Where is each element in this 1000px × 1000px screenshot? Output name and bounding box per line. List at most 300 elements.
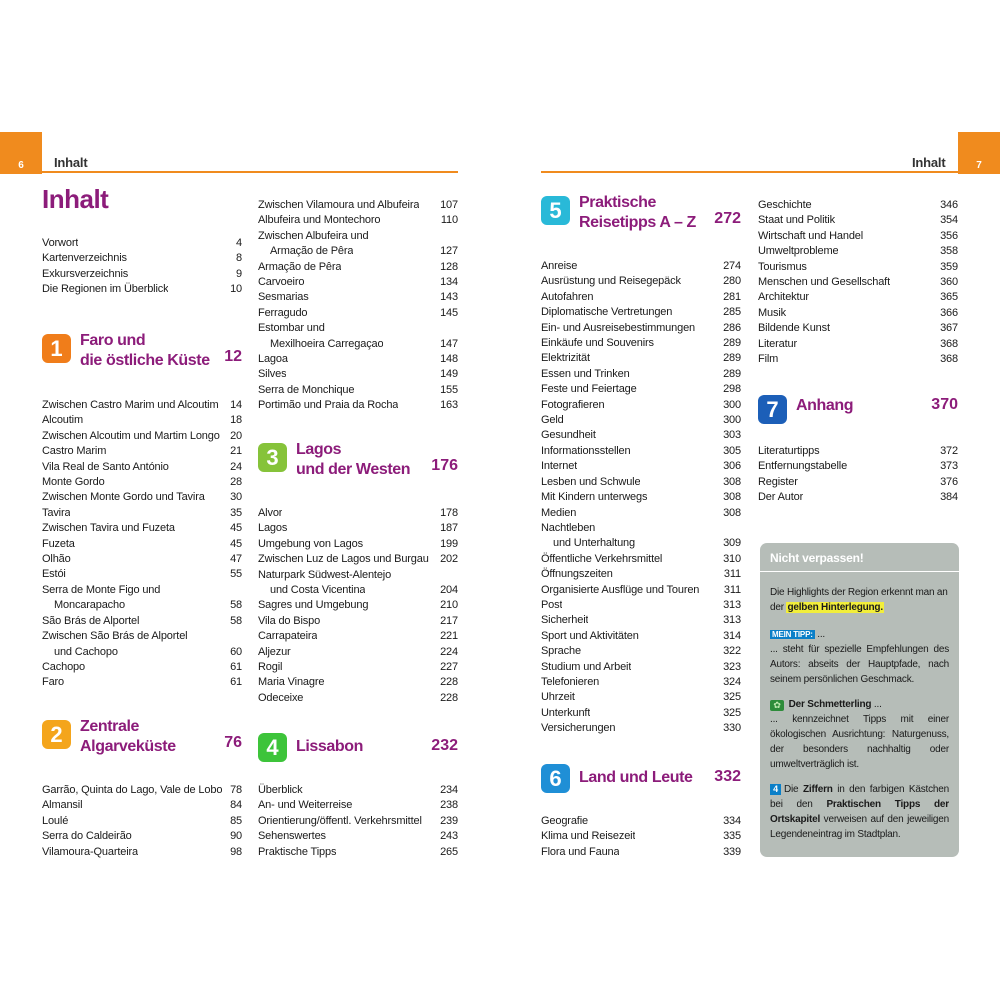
- chapter-4-page: 232: [431, 737, 458, 754]
- toc-entry[interactable]: [758, 337, 958, 352]
- toc-entry[interactable]: [541, 814, 741, 829]
- toc-entry[interactable]: [42, 490, 242, 505]
- toc-entry-title: Maria Vinagre: [258, 676, 325, 689]
- chapter-7-entries: [758, 444, 958, 506]
- toc-entry[interactable]: [541, 552, 741, 567]
- chapter-7-number-badge: 7: [758, 395, 787, 424]
- toc-entry-page: 234: [440, 784, 458, 796]
- toc-entry-title: Vila Real de Santo António: [42, 460, 169, 473]
- toc-entry[interactable]: [758, 198, 958, 213]
- toc-entry-page: 313: [723, 598, 741, 611]
- toc-entry-page: 308: [723, 506, 741, 519]
- toc-entry-title: Zwischen São Brás de Alportel: [42, 630, 188, 643]
- toc-entry-page: 204: [440, 584, 458, 597]
- toc-entry-title: Ferragudo: [258, 306, 308, 319]
- toc-entry-page: 311: [723, 583, 741, 596]
- toc-entry[interactable]: [258, 398, 458, 413]
- toc-entry-page: 178: [440, 507, 458, 519]
- toc-entry[interactable]: [258, 614, 458, 629]
- toc-entry-page: 324: [723, 675, 741, 688]
- toc-entry[interactable]: [42, 236, 242, 251]
- toc-entry-title: Geld: [541, 414, 564, 427]
- toc-entry-title: Serra do Caldeirão: [42, 830, 132, 843]
- toc-entry-page: 14: [230, 399, 242, 411]
- toc-entry[interactable]: [541, 490, 741, 505]
- toc-entry[interactable]: [258, 552, 458, 567]
- toc-entry[interactable]: [258, 352, 458, 367]
- toc-entry-page: 360: [940, 276, 958, 289]
- toc-entry[interactable]: [42, 521, 242, 536]
- toc-entry-page: 221: [440, 630, 458, 643]
- box-schmetterling-text: ... kennzeichnet Tipps mit einer ökologischen Ausrichtung: Naturgenuss, der besonders nachhaltig oder umweltverträglich ist.: [770, 714, 949, 770]
- toc-entry[interactable]: [541, 567, 741, 582]
- toc-entry[interactable]: [42, 829, 242, 844]
- toc-entry-title: Internet: [541, 460, 578, 473]
- toc-entry-title: Silves: [258, 368, 287, 381]
- toc-entry-title: Faro: [42, 676, 65, 689]
- chapter-7-title: Anhang: [796, 397, 854, 414]
- toc-entry[interactable]: [42, 444, 242, 459]
- chapter-4-heading[interactable]: [258, 733, 458, 763]
- toc-entry[interactable]: [758, 290, 958, 305]
- toc-entry-title: Ausrüstung und Reisegepäck: [541, 275, 681, 288]
- toc-entry[interactable]: [541, 382, 741, 397]
- toc-entry-title: Organisierte Ausflüge und Touren: [541, 583, 700, 596]
- chapter-1-heading[interactable]: [42, 334, 242, 374]
- toc-entry[interactable]: [42, 583, 242, 598]
- toc-entry[interactable]: [258, 798, 458, 813]
- toc-entry-title: Garrão, Quinta do Lago, Vale de Lobo: [42, 784, 223, 796]
- toc-entry-title: Nachtleben: [541, 521, 596, 534]
- toc-entry-page: 359: [940, 260, 958, 273]
- toc-entry[interactable]: [541, 521, 741, 536]
- toc-entry-page: [454, 568, 458, 583]
- toc-entry[interactable]: [541, 613, 741, 628]
- toc-entry-title: Lagoa: [258, 353, 288, 366]
- chapter-4-entries: [258, 783, 458, 860]
- toc-entry-title: Naturpark Südwest-Alentejo: [258, 568, 392, 581]
- toc-entry-page: [454, 321, 458, 336]
- toc-entry-page: 61: [230, 676, 242, 689]
- toc-entry[interactable]: [258, 275, 458, 290]
- toc-entry-page: 148: [440, 353, 458, 366]
- toc-entry-page: 366: [940, 306, 958, 319]
- toc-entry-title: Sagres und Umgebung: [258, 599, 369, 612]
- toc-entry-title: Geografie: [541, 815, 588, 827]
- chapter-5-title: Praktische Reisetipps A – Z: [579, 194, 696, 231]
- toc-entry-page: 227: [440, 661, 458, 674]
- toc-entry-page: 55: [230, 568, 242, 581]
- toc-entry[interactable]: [758, 444, 958, 459]
- toc-entry-title: Uhrzeit: [541, 691, 575, 704]
- toc-entry-title: Anreise: [541, 260, 578, 272]
- toc-entry[interactable]: [541, 290, 741, 305]
- chapter-2-page: 76: [224, 734, 242, 751]
- toc-entry[interactable]: [42, 845, 242, 860]
- toc-entry-title: Monte Gordo: [42, 476, 105, 489]
- toc-entry[interactable]: [258, 260, 458, 275]
- toc-entry-page: 365: [940, 291, 958, 304]
- toc-entry[interactable]: [541, 721, 741, 736]
- toc-entry[interactable]: [42, 429, 242, 444]
- toc-entry[interactable]: [541, 413, 741, 428]
- toc-entry[interactable]: [42, 537, 242, 552]
- toc-entry[interactable]: [258, 383, 458, 398]
- toc-entry[interactable]: [541, 506, 741, 521]
- toc-entry[interactable]: [758, 260, 958, 275]
- toc-entry-page: 325: [723, 691, 741, 704]
- toc-entry[interactable]: [758, 229, 958, 244]
- toc-entry-page: 335: [723, 830, 741, 843]
- toc-entry-title: Register: [758, 475, 798, 488]
- toc-entry-title: Öffnungszeiten: [541, 568, 613, 581]
- toc-entry-page: 228: [440, 676, 458, 689]
- toc-entry-title: Literatur: [758, 337, 798, 350]
- toc-entry-title: Wirtschaft und Handel: [758, 229, 864, 242]
- toc-entry-page: 224: [440, 645, 458, 658]
- toc-entry[interactable]: [258, 645, 458, 660]
- toc-entry-title: Zwischen Monte Gordo und Tavira: [42, 491, 205, 504]
- chapter-2-entries-continued: [258, 198, 458, 414]
- toc-entry-title: Carvoeiro: [258, 276, 305, 289]
- page-title: Inhalt: [42, 184, 109, 214]
- toc-entry-page: 346: [940, 199, 958, 211]
- toc-entry-page: 238: [440, 799, 458, 812]
- toc-entry[interactable]: [541, 367, 741, 382]
- toc-entry[interactable]: [758, 244, 958, 259]
- toc-entry[interactable]: [42, 798, 242, 813]
- toc-entry-page: [238, 629, 242, 644]
- toc-entry-page: 384: [940, 491, 958, 504]
- running-head-right: Inhalt: [912, 155, 946, 170]
- toc-entry-page: 202: [440, 553, 458, 566]
- toc-entry-title: Ein- und Ausreisebestimmungen: [541, 321, 696, 334]
- toc-entry-title: Staat und Politik: [758, 214, 835, 227]
- chapter-5-number-badge: 5: [541, 196, 570, 225]
- toc-entry-page: 303: [723, 429, 741, 442]
- toc-entry[interactable]: [758, 275, 958, 290]
- toc-entry[interactable]: [258, 321, 458, 336]
- toc-entry[interactable]: [758, 475, 958, 490]
- chapter-2-title: Zentrale Algarveküste: [80, 718, 176, 755]
- toc-entry[interactable]: [541, 398, 741, 413]
- toc-entry-title: Unterkunft: [541, 706, 591, 719]
- toc-entry[interactable]: [258, 845, 458, 860]
- toc-entry[interactable]: [258, 629, 458, 644]
- toc-entry-title: Sprache: [541, 645, 581, 658]
- page-number-tab-right: 7: [958, 132, 1000, 174]
- toc-entry-title: Tourismus: [758, 260, 807, 273]
- chapter-3-entries: [258, 506, 458, 706]
- toc-entry[interactable]: [258, 568, 458, 583]
- toc-entry[interactable]: [258, 506, 458, 521]
- toc-entry-title: Post: [541, 598, 563, 611]
- toc-entry[interactable]: [541, 305, 741, 320]
- toc-entry[interactable]: [541, 321, 741, 336]
- toc-entry-title: Gesundheit: [541, 429, 596, 442]
- chapter-1-entries: [42, 398, 242, 691]
- toc-entry-page: 243: [440, 830, 458, 843]
- toc-entry[interactable]: [258, 537, 458, 552]
- toc-entry-title: Zwischen Luz de Lagos und Burgau: [258, 553, 429, 566]
- toc-entry[interactable]: [42, 614, 242, 629]
- toc-entry[interactable]: [541, 274, 741, 289]
- toc-entry-title: Sport und Aktivitäten: [541, 629, 639, 642]
- toc-entry-title: Überblick: [258, 784, 303, 796]
- toc-entry-page: 127: [440, 245, 458, 258]
- toc-entry[interactable]: [258, 814, 458, 829]
- toc-entry[interactable]: [258, 783, 458, 798]
- toc-entry[interactable]: [42, 413, 242, 428]
- toc-entry[interactable]: [541, 475, 741, 490]
- toc-entry-page: 286: [723, 321, 741, 334]
- chapter-6-entries-continued: [758, 198, 958, 367]
- toc-entry[interactable]: [541, 690, 741, 705]
- toc-entry-title: Bildende Kunst: [758, 322, 830, 335]
- toc-entry[interactable]: [42, 814, 242, 829]
- toc-entry[interactable]: [42, 282, 242, 297]
- toc-entry[interactable]: [258, 675, 458, 690]
- toc-entry[interactable]: [42, 506, 242, 521]
- toc-entry-page: 289: [723, 352, 741, 365]
- chapter-5-heading[interactable]: [541, 196, 741, 236]
- box-ziffern-text: 4 Die Ziffern in den farbigen Kästchen bei den Praktischen Tipps der Ortskapitel verweisen auf den jeweiligen Legendeneintrag im Stadtplan.: [770, 784, 949, 840]
- toc-entry-page: 300: [723, 414, 741, 427]
- chapter-6-number-badge: 6: [541, 764, 570, 793]
- toc-entry-title: Studium und Arbeit: [541, 660, 632, 673]
- toc-entry-page: 145: [440, 306, 458, 319]
- toc-entry[interactable]: [258, 229, 458, 244]
- toc-entry-page: 354: [940, 214, 958, 227]
- toc-entry-page: 163: [440, 399, 458, 412]
- toc-entry[interactable]: [42, 251, 242, 266]
- toc-entry-title: Rogil: [258, 661, 283, 674]
- toc-entry-page: 84: [230, 799, 242, 812]
- toc-entry[interactable]: [42, 598, 242, 613]
- toc-entry-page: 330: [723, 722, 741, 735]
- toc-entry[interactable]: [258, 306, 458, 321]
- page-number-tab-left: 6: [0, 132, 42, 174]
- toc-entry[interactable]: [42, 783, 242, 798]
- toc-entry-page: 274: [723, 260, 741, 272]
- toc-entry-page: 325: [723, 706, 741, 719]
- toc-entry[interactable]: [258, 290, 458, 305]
- toc-intro-list: [42, 236, 242, 298]
- toc-entry-title: Zwischen Albufeira und: [258, 229, 369, 242]
- toc-entry-page: 134: [440, 276, 458, 289]
- highlight-sample: gelben Hinterlegung.: [787, 602, 883, 613]
- toc-entry-title: Odeceixe: [258, 691, 304, 704]
- toc-entry[interactable]: [541, 351, 741, 366]
- toc-entry[interactable]: [42, 398, 242, 413]
- toc-entry[interactable]: [258, 583, 458, 598]
- toc-entry-title: Film: [758, 353, 779, 366]
- toc-entry[interactable]: [541, 598, 741, 613]
- toc-entry-page: 8: [236, 252, 242, 265]
- toc-entry[interactable]: [42, 660, 242, 675]
- toc-entry[interactable]: [541, 444, 741, 459]
- toc-entry-title: Einkäufe und Souvenirs: [541, 337, 654, 350]
- number-box-icon: 4: [770, 784, 781, 795]
- toc-entry-page: 311: [723, 568, 741, 581]
- chapter-7-page: 370: [931, 396, 958, 413]
- toc-entry-title: Fuzeta: [42, 537, 75, 550]
- toc-entry-page: 368: [940, 337, 958, 350]
- toc-entry-title: Aljezur: [258, 645, 291, 658]
- toc-entry[interactable]: [541, 336, 741, 351]
- toc-entry-page: 10: [230, 283, 242, 296]
- toc-entry-page: [238, 583, 242, 598]
- toc-entry[interactable]: [42, 552, 242, 567]
- chapter-5-entries: [541, 259, 741, 737]
- box-divider: [760, 571, 959, 572]
- toc-entry-page: 313: [723, 614, 741, 627]
- toc-entry[interactable]: [541, 583, 741, 598]
- toc-entry[interactable]: [42, 475, 242, 490]
- toc-entry-page: 107: [440, 199, 458, 211]
- toc-entry-page: 310: [723, 552, 741, 565]
- toc-entry-page: 147: [440, 337, 458, 350]
- toc-entry-title: Informationsstellen: [541, 444, 631, 457]
- toc-entry[interactable]: [42, 460, 242, 475]
- chapter-3-heading[interactable]: [258, 443, 458, 483]
- toc-entry-page: 368: [940, 353, 958, 366]
- toc-entry-page: [454, 229, 458, 244]
- toc-entry[interactable]: [258, 213, 458, 228]
- toc-entry[interactable]: [541, 829, 741, 844]
- toc-entry-page: 308: [723, 491, 741, 504]
- toc-entry[interactable]: [541, 259, 741, 274]
- toc-entry[interactable]: [258, 244, 458, 259]
- toc-entry[interactable]: [258, 521, 458, 536]
- toc-entry[interactable]: [541, 428, 741, 443]
- toc-entry-page: 149: [440, 368, 458, 381]
- toc-entry-page: 376: [940, 475, 958, 488]
- toc-entry[interactable]: [541, 675, 741, 690]
- toc-entry-page: 45: [230, 522, 242, 535]
- toc-entry-page: 21: [230, 445, 242, 458]
- toc-entry-title: Geschichte: [758, 199, 812, 211]
- toc-entry[interactable]: [258, 198, 458, 213]
- toc-entry-page: 300: [723, 398, 741, 411]
- toc-entry[interactable]: [42, 645, 242, 660]
- toc-entry-title: Carrapateira: [258, 630, 318, 643]
- chapter-3-page: 176: [431, 457, 458, 474]
- toc-entry-page: [737, 521, 741, 536]
- toc-entry-title: Alvor: [258, 507, 283, 519]
- toc-entry[interactable]: [258, 660, 458, 675]
- toc-entry-page: 306: [723, 460, 741, 473]
- chapter-7-heading[interactable]: [758, 395, 958, 425]
- toc-entry[interactable]: [758, 459, 958, 474]
- toc-entry-page: 265: [440, 845, 458, 858]
- toc-entry-title: Flora und Fauna: [541, 845, 620, 858]
- toc-entry[interactable]: [258, 691, 458, 706]
- toc-entry[interactable]: [258, 829, 458, 844]
- toc-entry-title: Vorwort: [42, 237, 79, 249]
- toc-entry-page: 18: [230, 414, 242, 427]
- toc-entry[interactable]: [258, 367, 458, 382]
- butterfly-icon: ✿: [770, 700, 784, 711]
- toc-entry-page: 372: [940, 445, 958, 457]
- toc-entry[interactable]: [42, 267, 242, 282]
- chapter-2-heading[interactable]: [42, 720, 242, 760]
- toc-entry[interactable]: [758, 352, 958, 367]
- toc-entry[interactable]: [758, 213, 958, 228]
- toc-entry-page: 228: [440, 691, 458, 704]
- toc-entry[interactable]: [42, 675, 242, 690]
- toc-entry-title: Zwischen Tavira und Fuzeta: [42, 522, 175, 535]
- toc-entry-title: Serra de Monchique: [258, 383, 355, 396]
- toc-entry-title: und Cachopo: [54, 645, 118, 658]
- toc-entry-page: 85: [230, 814, 242, 827]
- chapter-1-page: 12: [224, 348, 242, 365]
- toc-entry[interactable]: [758, 490, 958, 505]
- toc-entry-page: 187: [440, 522, 458, 535]
- toc-entry-page: 47: [230, 553, 242, 566]
- toc-entry-title: Sesmarias: [258, 291, 309, 304]
- toc-entry[interactable]: [758, 306, 958, 321]
- toc-entry[interactable]: [541, 629, 741, 644]
- toc-entry-title: Serra de Monte Figo und: [42, 583, 161, 596]
- toc-entry-page: 339: [723, 845, 741, 858]
- toc-entry-page: 334: [723, 815, 741, 827]
- toc-entry[interactable]: [541, 845, 741, 860]
- toc-entry-title: Telefonieren: [541, 675, 600, 688]
- toc-entry[interactable]: [541, 660, 741, 675]
- toc-entry-title: Die Regionen im Überblick: [42, 283, 169, 296]
- toc-entry-title: Sicherheit: [541, 614, 589, 627]
- toc-entry-page: 323: [723, 660, 741, 673]
- toc-entry-title: Öffentliche Verkehrsmittel: [541, 552, 663, 565]
- toc-entry-title: Der Autor: [758, 491, 804, 504]
- header-rule-left: [42, 171, 458, 173]
- toc-entry-title: Lagos: [258, 522, 288, 535]
- toc-entry-page: 110: [440, 214, 458, 227]
- toc-entry[interactable]: [42, 629, 242, 644]
- toc-entry-page: 35: [230, 506, 242, 519]
- chapter-6-heading[interactable]: [541, 764, 741, 794]
- toc-entry-page: 210: [440, 599, 458, 612]
- chapter-3-number-badge: 3: [258, 443, 287, 472]
- toc-entry[interactable]: [541, 459, 741, 474]
- toc-entry[interactable]: [541, 536, 741, 551]
- chapter-4-title: Lissabon: [296, 738, 364, 755]
- toc-entry-title: Medien: [541, 506, 577, 519]
- toc-entry[interactable]: [541, 644, 741, 659]
- toc-entry-title: Alcoutim: [42, 414, 83, 427]
- toc-entry-title: Klima und Reisezeit: [541, 830, 636, 843]
- toc-entry-page: 30: [230, 491, 242, 504]
- toc-entry[interactable]: [258, 337, 458, 352]
- toc-entry-title: Menschen und Gesellschaft: [758, 276, 890, 289]
- toc-entry-page: 78: [230, 784, 242, 796]
- toc-entry-page: 28: [230, 476, 242, 489]
- chapter-1-title: Faro und die östliche Küste: [80, 332, 210, 369]
- toc-entry-page: 58: [230, 599, 242, 612]
- toc-entry[interactable]: [541, 706, 741, 721]
- toc-entry-title: Umweltprobleme: [758, 245, 839, 258]
- toc-entry-title: und Unterhaltung: [553, 537, 635, 550]
- toc-entry[interactable]: [258, 598, 458, 613]
- toc-entry-page: 199: [440, 537, 458, 550]
- toc-entry[interactable]: [758, 321, 958, 336]
- toc-entry-page: 298: [723, 383, 741, 396]
- chapter-2-entries: [42, 783, 242, 860]
- toc-entry[interactable]: [42, 567, 242, 582]
- nicht-verpassen-box: [760, 543, 959, 857]
- header-rule-right: [541, 171, 958, 173]
